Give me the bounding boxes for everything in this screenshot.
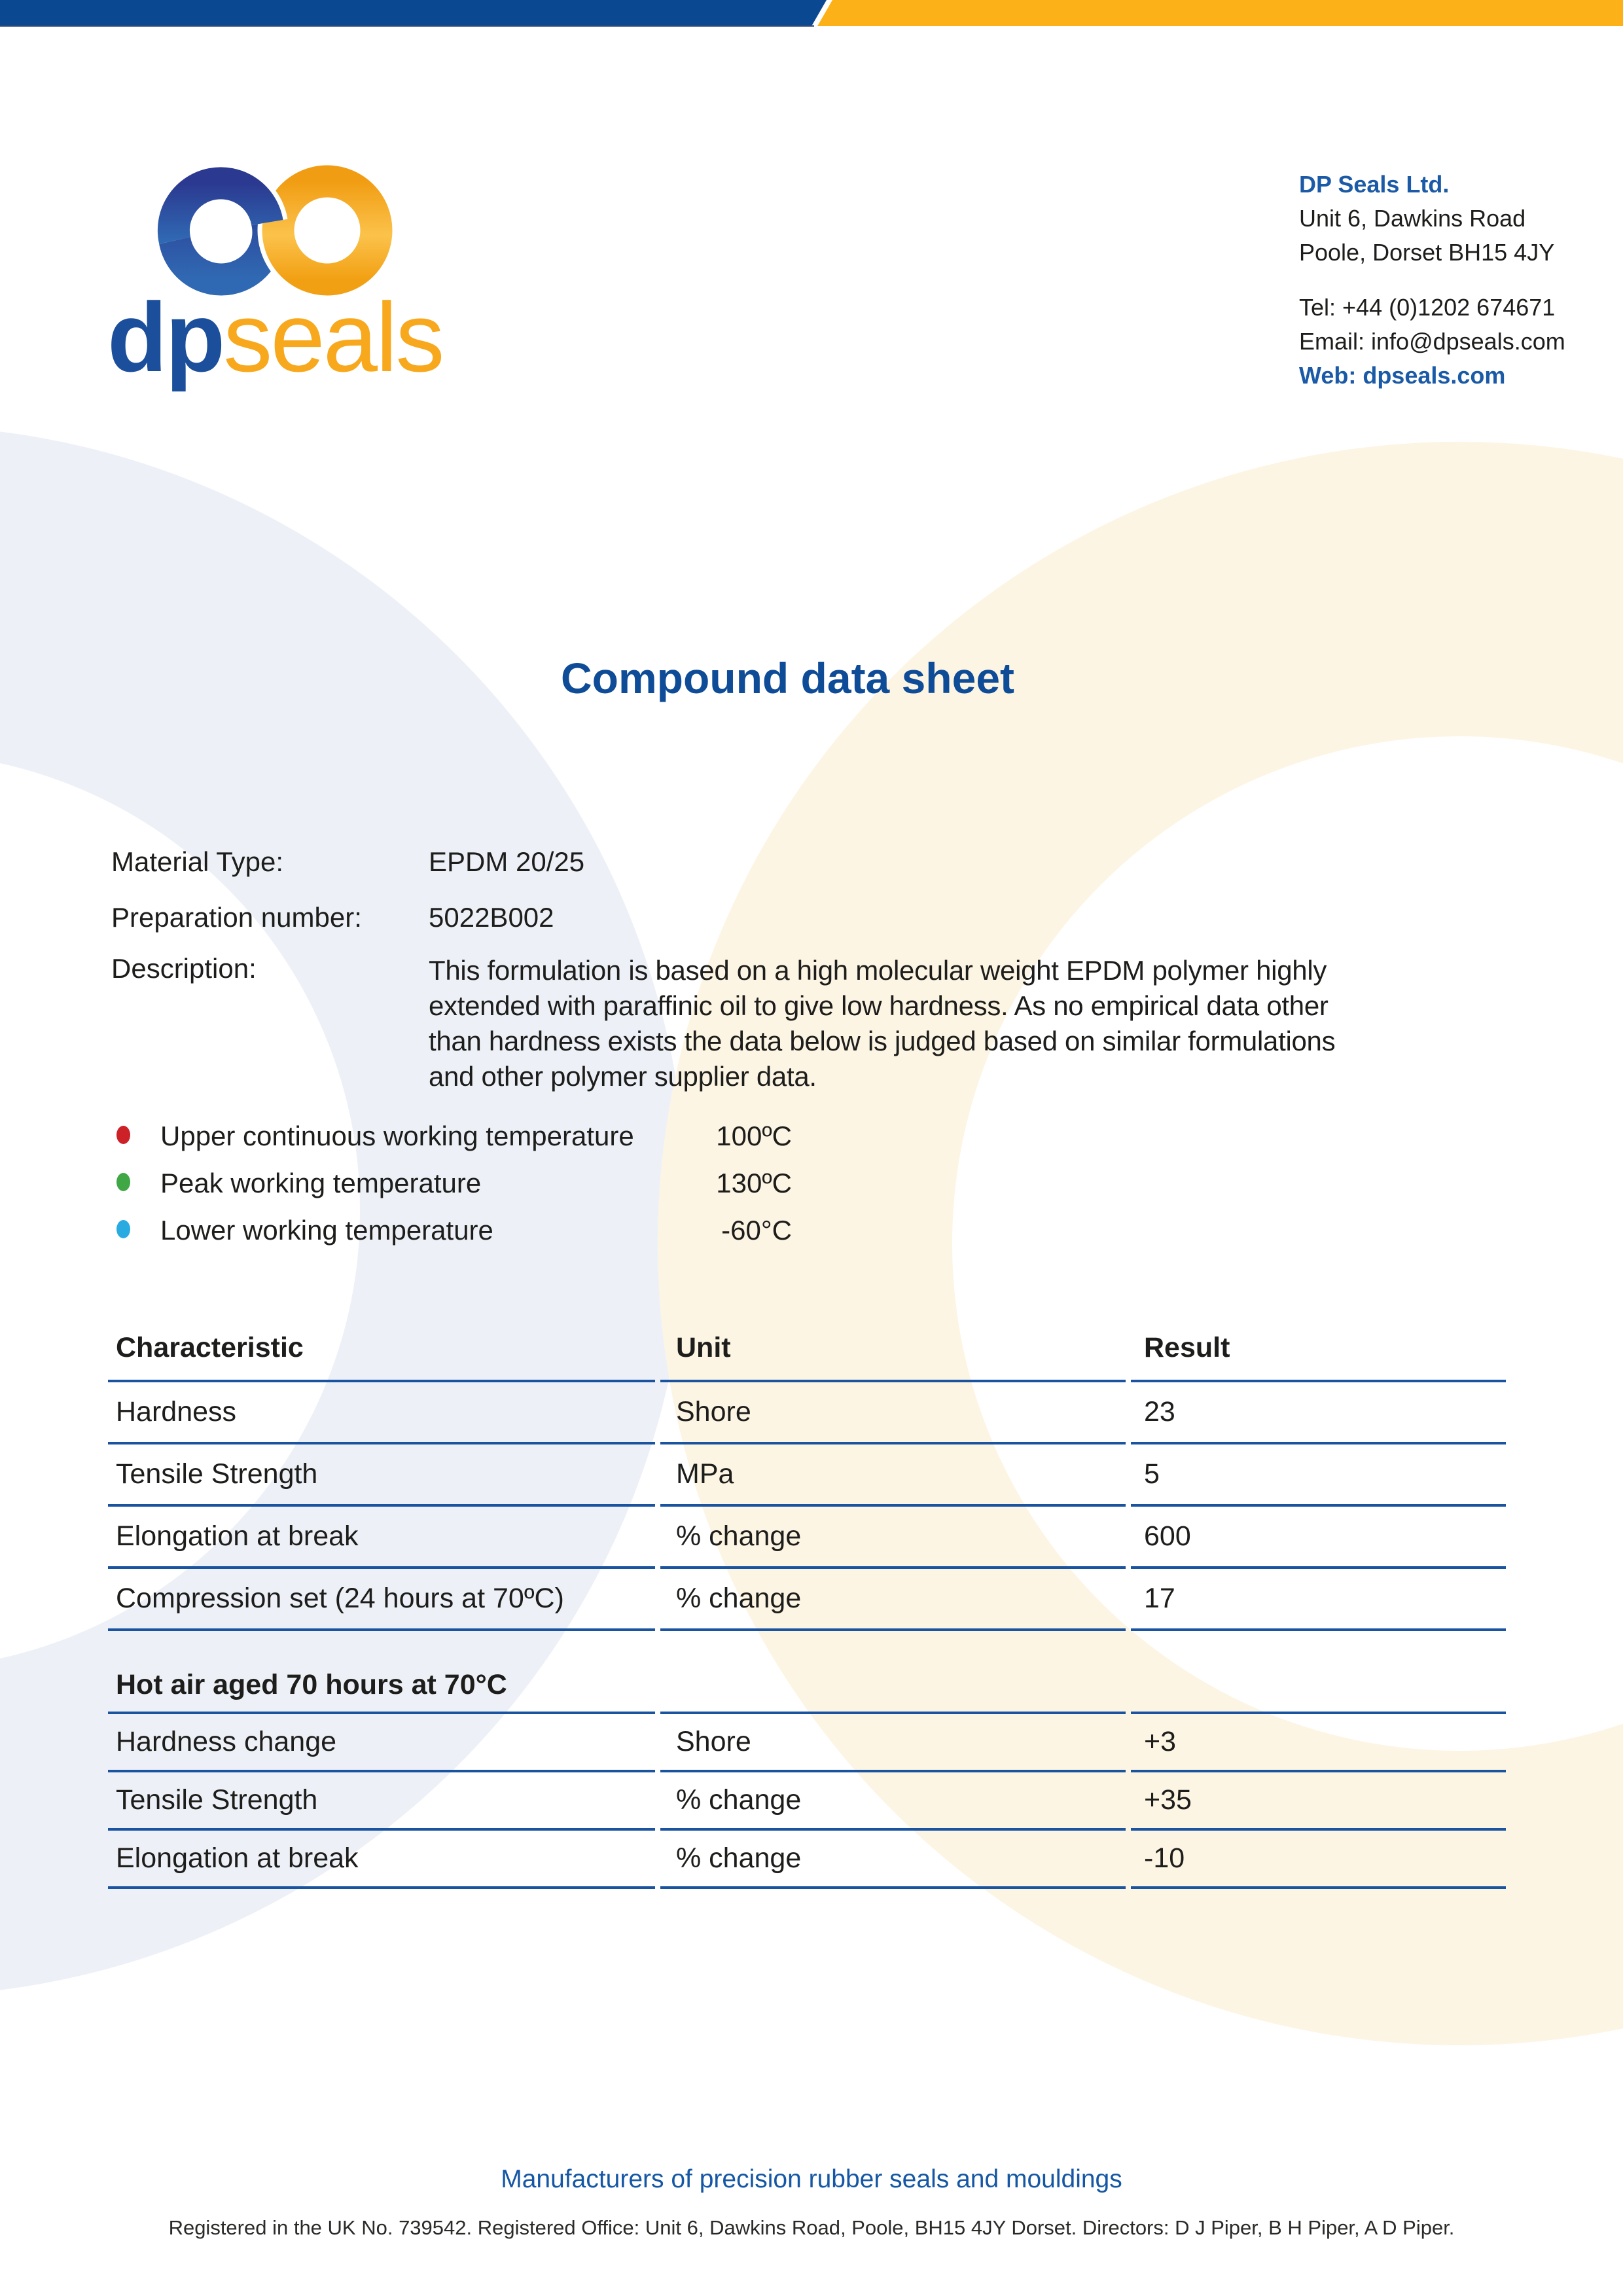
cell-unit: % change [660,1507,1126,1569]
cell-result: 600 [1131,1507,1506,1569]
table-row [108,1444,1506,1507]
cell-characteristic: Elongation at break [108,1831,655,1889]
table-header-row [108,1316,1506,1380]
temperature-label: Upper continuous working temperature [160,1121,634,1151]
company-address-line2: Poole, Dorset BH15 4JY [1299,239,1555,266]
cell-unit: Shore [660,1714,1126,1772]
cell-result: +35 [1131,1772,1506,1831]
temperature-value: 100ºC [716,1121,792,1151]
description-text [429,953,1335,1094]
table-row [108,1714,1506,1772]
description-line: This formulation is based on a high molecular weight EPDM polymer highly [429,955,1327,986]
logo-dp-text: dp [107,282,224,392]
temperature-value: -60°C [721,1215,792,1246]
temperature-value: 130ºC [716,1168,792,1198]
section-spacer-cell [660,1631,1126,1714]
column-header-unit: Unit [676,1331,731,1363]
table-section-header-row [108,1631,1506,1714]
description-line: and other polymer supplier data. [429,1061,817,1092]
logo-seals-text: seals [223,282,443,392]
cell-unit: MPa [660,1444,1126,1507]
cell-characteristic: Compression set (24 hours at 70ºC) [108,1569,655,1631]
temp-dot-1 [116,1173,130,1191]
column-header-result: Result [1144,1331,1230,1363]
cell-result: -10 [1131,1831,1506,1889]
top-bar-blue-edge [0,25,814,27]
cell-result: 5 [1131,1444,1506,1507]
peak-working-temperature-item [0,1168,1623,1199]
cell-characteristic: Tensile Strength [108,1444,655,1507]
footer-tagline: Manufacturers of precision rubber seals and mouldings [501,2165,1122,2193]
characteristics-table [103,1316,1511,1889]
cell-unit: % change [660,1831,1126,1889]
temp-dot-2 [116,1220,130,1238]
section-title-hot-air-aged: Hot air aged 70 hours at 70°C [108,1631,655,1714]
table-row [108,1772,1506,1831]
cell-result: 23 [1131,1380,1506,1444]
preparation-number-value: 5022B002 [429,902,554,933]
table-row [108,1831,1506,1889]
table-row [108,1507,1506,1569]
company-phone: Tel: +44 (0)1202 674671 [1299,294,1556,321]
cell-characteristic: Hardness change [108,1714,655,1772]
lower-working-temperature-item [0,1215,1623,1246]
cell-result: +3 [1131,1714,1506,1772]
table-row [108,1569,1506,1631]
preparation-number-label: Preparation number: [111,902,362,933]
material-type-value: EPDM 20/25 [429,846,585,877]
temp-dot-0 [116,1126,130,1144]
description-label: Description: [111,953,257,984]
cell-result: 17 [1131,1569,1506,1631]
description-line: extended with paraffinic oil to give low hardness. As no empirical data other [429,990,1329,1021]
top-bar [0,0,1623,26]
cell-unit: % change [660,1569,1126,1631]
cell-characteristic: Hardness [108,1380,655,1444]
cell-unit: Shore [660,1380,1126,1444]
description-line: than hardness exists the data below is judged based on similar formulations [429,1026,1336,1056]
company-email-link[interactable]: Email: info@dpseals.com [1299,328,1565,355]
cell-characteristic: Elongation at break [108,1507,655,1569]
temperature-label: Lower working temperature [160,1215,493,1246]
section-spacer-cell [1131,1631,1506,1714]
upper-working-temperature-item [0,1121,1623,1152]
company-address-line1: Unit 6, Dawkins Road [1299,205,1526,232]
temperature-label: Peak working temperature [160,1168,482,1198]
company-web-link[interactable]: Web: dpseals.com [1299,362,1506,389]
company-contact-block [1299,168,1565,393]
dp-seals-logo-wordmark [107,282,443,392]
cell-characteristic: Tensile Strength [108,1772,655,1831]
material-type-label: Material Type: [111,846,284,877]
page-title: Compound data sheet [560,654,1015,702]
company-name: DP Seals Ltd. [1299,171,1450,198]
column-header-characteristic: Characteristic [116,1331,304,1363]
footer-registration-text: Registered in the UK No. 739542. Registered Office: Unit 6, Dawkins Road, Poole, BH15 4JY Dorset. Directors: D J Piper, B H Piper, A D Piper. [168,2216,1455,2239]
table-row [108,1380,1506,1444]
characteristics-table-section [103,1316,1472,1889]
cell-unit: % change [660,1772,1126,1831]
